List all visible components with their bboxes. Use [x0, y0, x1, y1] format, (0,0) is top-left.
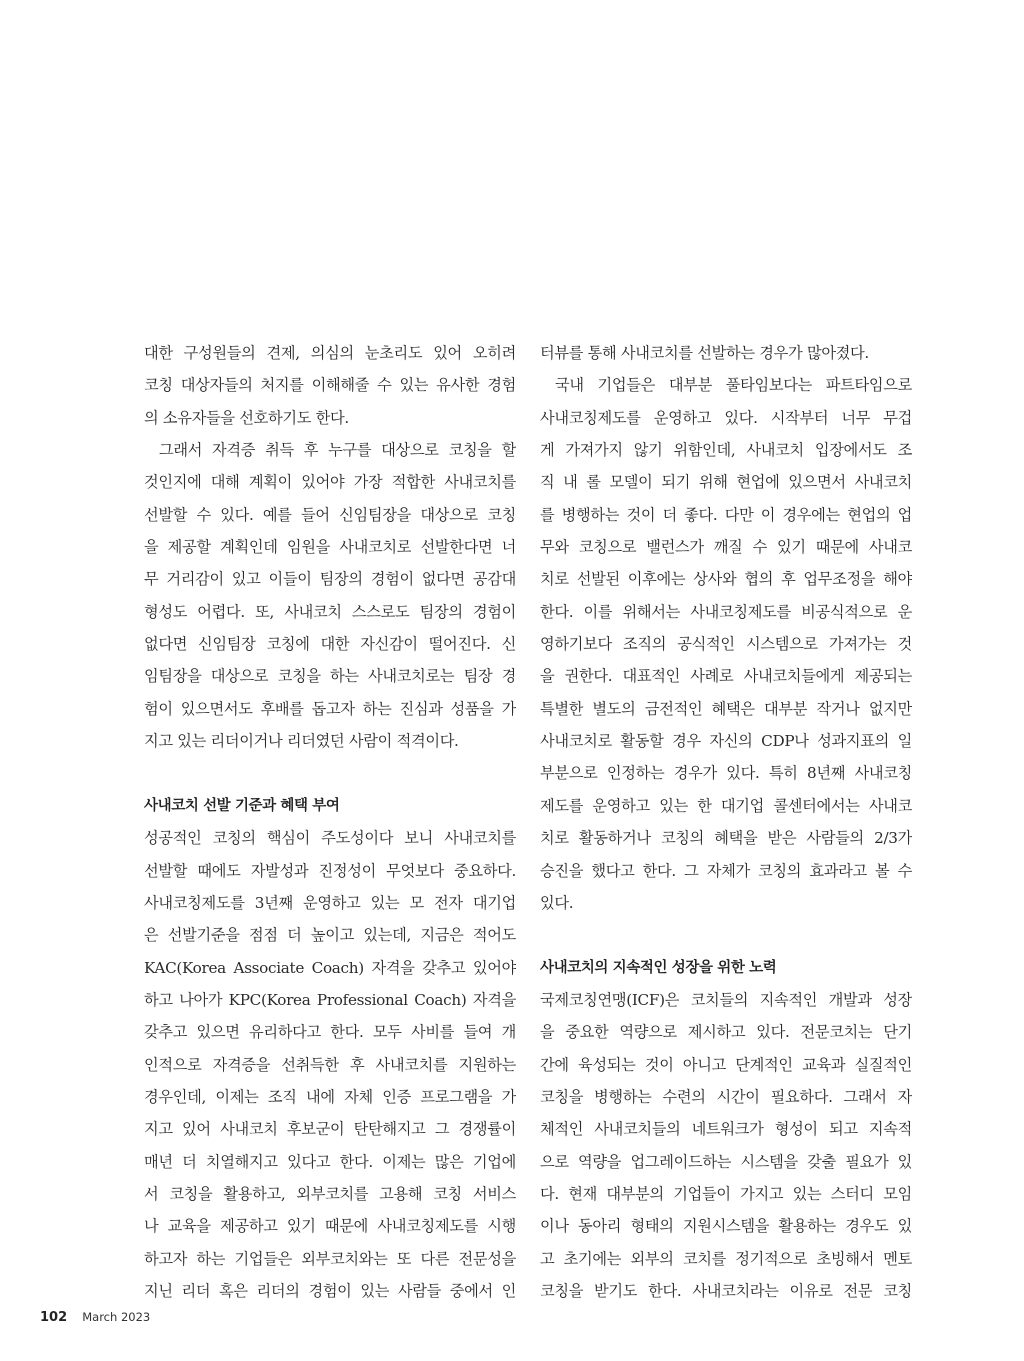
text-line: 무와 코칭으로 밸런스가 깨질 수 있기 때문에 사내코 [540, 538, 912, 557]
right-column [540, 337, 912, 1307]
text-line: 지고 있는 리더이거나 리더였던 사람이 적격이다. [144, 732, 459, 751]
text-line: 다. 현재 대부분의 기업들이 가지고 있는 스터디 모임 [540, 1184, 912, 1203]
text-line: 은 선발기준을 점점 더 높이고 있는데, 지금은 적어도 [144, 926, 516, 945]
text-line: 을 중요한 역량으로 제시하고 있다. 전문코치는 단기 [540, 1023, 912, 1042]
text-line: 을 권한다. 대표적인 사례로 사내코치들에게 제공되는 [540, 667, 912, 686]
intro-paragraph [144, 337, 516, 434]
section-gap [144, 757, 516, 789]
text-line: 를 병행하는 것이 더 좋다. 다만 이 경우에는 현업의 업 [540, 505, 912, 524]
text-line: 체적인 사내코치들의 네트워크가 형성이 되고 지속적 [540, 1120, 912, 1139]
section-heading: 사내코치 선발 기준과 혜택 부여 [144, 797, 340, 814]
left-column [144, 337, 516, 1307]
text-line: 코칭을 받기도 한다. 사내코치라는 이유로 전문 코칭 [540, 1281, 912, 1300]
paragraph [540, 984, 912, 1307]
text-line: 의 소유자들을 선호하기도 한다. [144, 408, 349, 427]
paragraph [540, 369, 912, 919]
text-line: 간에 육성되는 것이 아니고 단계적인 교육과 실질적인 [540, 1055, 912, 1074]
text-line: 직 내 롤 모델이 되기 위해 현업에 있으면서 사내코치 [540, 473, 912, 492]
text-line: 하고 나아가 KPC(Korea Professional Coach) 자격을 [144, 990, 516, 1009]
section-heading: 사내코치의 지속적인 성장을 위한 노력 [540, 959, 777, 976]
text-line: 으로 역량을 업그레이드하는 시스템을 갖출 필요가 있 [540, 1152, 912, 1171]
text-line: 게 가져가지 않기 위함인데, 사내코치 입장에서도 조 [540, 441, 912, 460]
page-number: 102 [40, 1310, 68, 1325]
text-line: 부분으로 인정하는 경우가 있다. 특히 8년째 사내코칭 [540, 764, 912, 783]
text-line: 갖추고 있으면 유리하다고 한다. 모두 사비를 들여 개 [144, 1023, 516, 1042]
text-line: 것인지에 대해 계획이 있어야 가장 적합한 사내코치를 [144, 473, 516, 492]
paragraph [144, 822, 516, 1307]
text-line: 코칭 대상자들의 처지를 이해해줄 수 있는 유사한 경험 [144, 376, 516, 395]
text-line: 있다. [540, 893, 574, 912]
text-line: 사내코칭제도를 운영하고 있다. 시작부터 너무 무겁 [540, 408, 912, 427]
text-line: 대한 구성원들의 견제, 의심의 눈초리도 있어 오히려 [144, 344, 516, 362]
text-line: 형성도 어렵다. 또, 사내코치 스스로도 팀장의 경험이 [144, 602, 516, 621]
text-line: 험이 있으면서도 후배를 돕고자 하는 진심과 성품을 가 [144, 699, 516, 718]
text-line: 서 코칭을 활용하고, 외부코치를 고용해 코칭 서비스 [144, 1184, 516, 1203]
text-line: 특별한 별도의 금전적인 혜택은 대부분 작거나 없지만 [540, 699, 912, 718]
text-line: 지고 있어 사내코치 후보군이 탄탄해지고 그 경쟁률이 [144, 1120, 516, 1139]
text-line: 선발할 때에도 자발성과 진정성이 무엇보다 중요하다. [144, 861, 516, 880]
text-line: 이나 동아리 형태의 지원시스템을 활용하는 경우도 있 [540, 1217, 912, 1236]
text-line: 무 거리감이 있고 이들이 팀장의 경험이 없다면 공감대 [144, 570, 516, 589]
text-line: 없다면 신임팀장 코칭에 대한 자신감이 떨어진다. 신 [144, 635, 516, 654]
text-line: 나 교육을 제공하고 있기 때문에 사내코칭제도를 시행 [144, 1217, 516, 1236]
text-line: 선발할 수 있다. 예를 들어 신임팀장을 대상으로 코칭 [144, 505, 516, 524]
text-line: 임팀장을 대상으로 코칭을 하는 사내코치로는 팀장 경 [144, 667, 516, 686]
text-line: 경우인데, 이제는 조직 내에 자체 인증 프로그램을 가 [144, 1087, 516, 1106]
text-line: 사내코치로 활동할 경우 자신의 CDP나 성과지표의 일 [540, 732, 912, 751]
text-line: KAC(Korea Associate Coach) 자격을 갖추고 있어야 [144, 958, 516, 977]
text-line: 을 제공할 계획인데 임원을 사내코치로 선발한다면 너 [144, 538, 516, 557]
text-line: 한다. 이를 위해서는 사내코칭제도를 비공식적으로 운 [540, 602, 912, 621]
text-line: 터뷰를 통해 사내코치를 선발하는 경우가 많아졌다. [540, 344, 869, 362]
text-line: 지닌 리더 혹은 리더의 경험이 있는 사람들 중에서 인 [144, 1281, 516, 1300]
section-gap [540, 919, 912, 951]
text-line: 치로 활동하거나 코칭의 혜택을 받은 사람들의 2/3가 [540, 829, 912, 848]
text-line: 승진을 했다고 한다. 그 자체가 코칭의 효과라고 볼 수 [540, 861, 912, 880]
text-line: 그래서 자격증 취득 후 누구를 대상으로 코칭을 할 [159, 441, 516, 460]
page-footer [40, 1306, 150, 1326]
text-line: 국내 기업들은 대부분 풀타임보다는 파트타임으로 [555, 376, 912, 395]
text-line: 사내코칭제도를 3년째 운영하고 있는 모 전자 대기업 [144, 893, 516, 912]
text-line: 국제코칭연맹(ICF)은 코치들의 지속적인 개발과 성장 [540, 990, 912, 1009]
text-line: 고 초기에는 외부의 코치를 정기적으로 초빙해서 멘토 [540, 1249, 912, 1268]
text-line: 영하기보다 조직의 공식적인 시스템으로 가져가는 것 [540, 635, 912, 654]
text-line: 제도를 운영하고 있는 한 대기업 콜센터에서는 사내코 [540, 796, 912, 815]
text-line: 치로 선발된 이후에는 상사와 협의 후 업무조정을 해야 [540, 570, 912, 589]
text-line: 코칭을 병행하는 수련의 시간이 필요하다. 그래서 자 [540, 1087, 912, 1106]
text-line: 매년 더 치열해지고 있다고 한다. 이제는 많은 기업에 [144, 1152, 516, 1171]
paragraph [144, 434, 516, 757]
paragraph [540, 337, 912, 369]
text-line: 성공적인 코칭의 핵심이 주도성이다 보니 사내코치를 [144, 829, 516, 848]
text-line: 인적으로 자격증을 선취득한 후 사내코치를 지원하는 [144, 1055, 516, 1074]
issue-date: March 2023 [82, 1310, 151, 1324]
text-line: 하고자 하는 기업들은 외부코치와는 또 다른 전문성을 [144, 1249, 516, 1268]
